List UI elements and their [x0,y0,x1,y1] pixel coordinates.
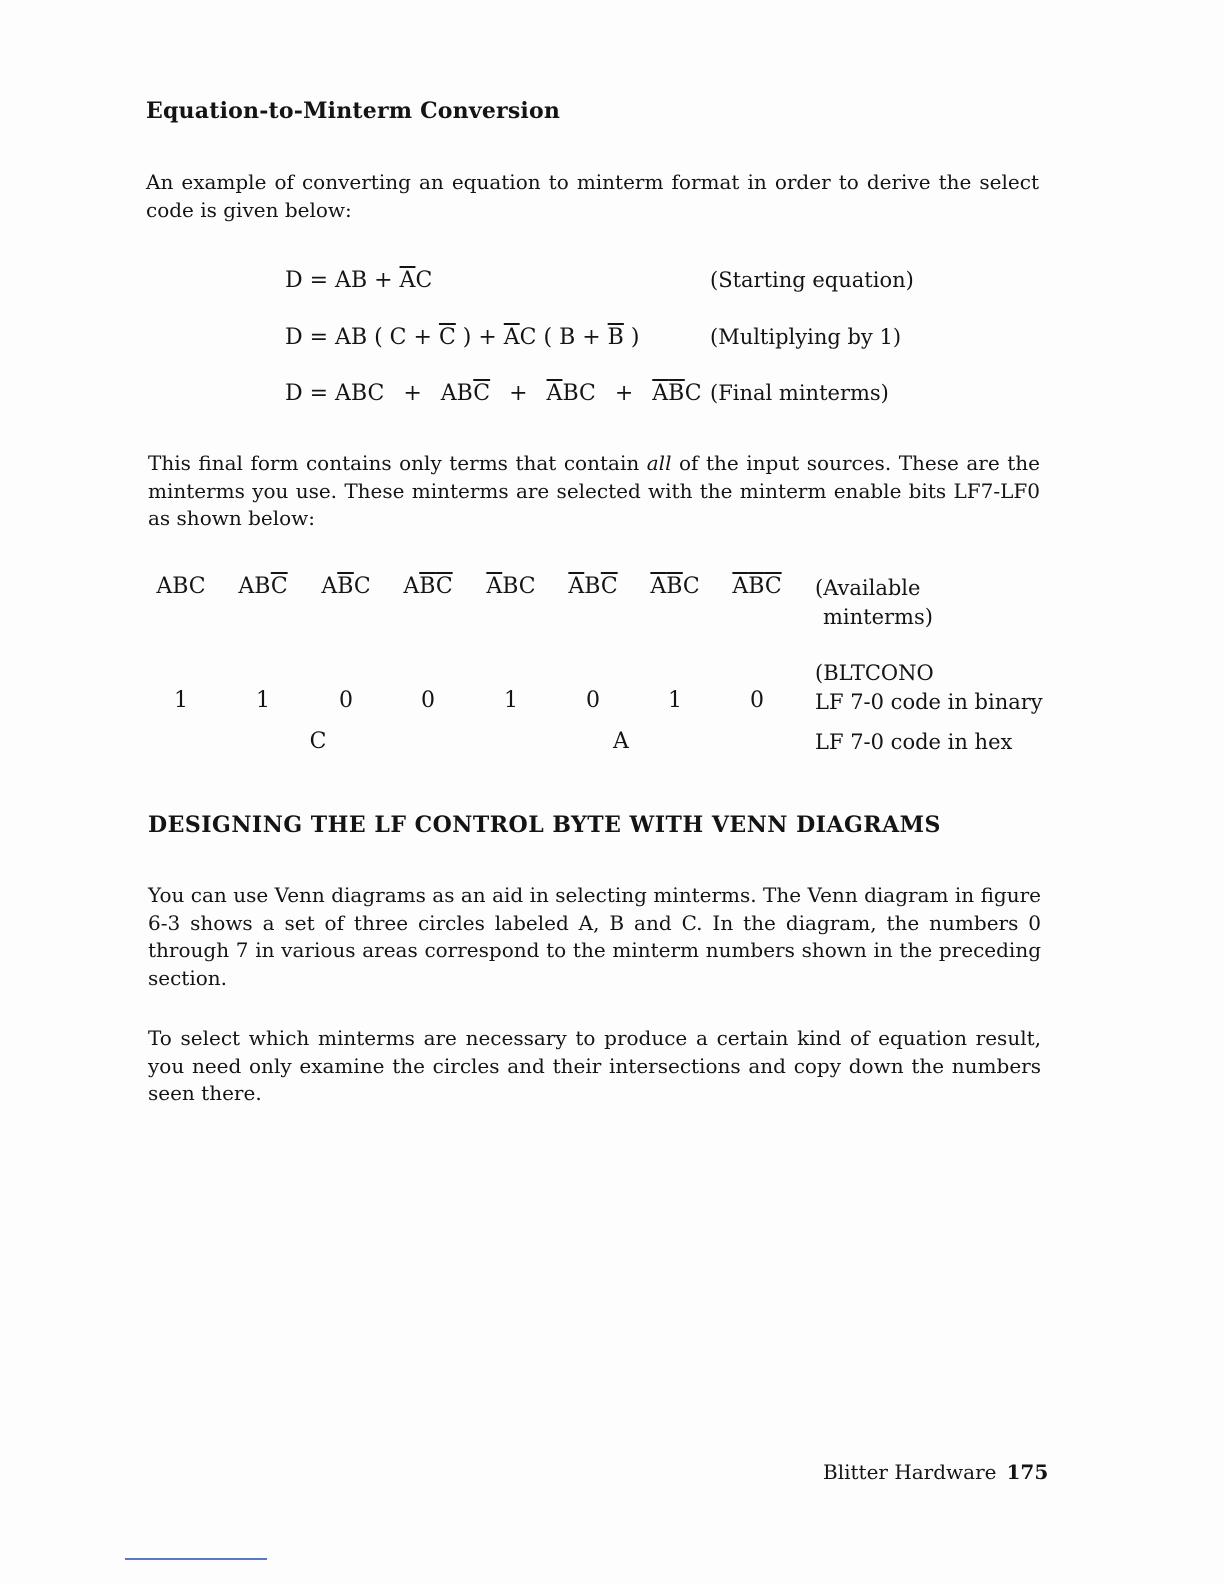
final-form-text-after: of the input sources. These are the minterms you use. These minterms are selected with the minterm enable bits LF7-LF0 as shown below: [148,451,1040,530]
equation-final: D = ABC + $AB\overline{C} + \overline{A}BC + \overline{A}\overline{B}C$ [285,381,702,406]
binary-bit: 1 [174,688,188,713]
binary-bit: 1 [668,688,682,713]
minterm-header: ABC [156,574,206,599]
available-minterms-label-2: minterms) [823,605,933,629]
hex-digit: C [309,729,327,754]
binary-bit: 1 [504,688,518,713]
final-form-paragraph [148,450,1040,533]
venn-paragraph-1: You can use Venn diagrams as an aid in selecting minterms. The Venn diagram in figure 6-3 shows a set of three circles labeled A, B and C. In the diagram, the numbers 0 through 7 in various areas correspond to the minterm numbers shown in the preceding section. [148,883,1041,990]
page-number: 175 [1006,1460,1049,1484]
hex-row-label: LF 7-0 code in hex [815,730,1013,754]
bltcon-label: (BLTCONO [815,661,934,685]
binary-bit: 0 [339,688,353,713]
minterm-header: $\overline{A}B\overline{C}$ [568,574,618,599]
minterm-header: $A\overline{B}C$ [321,574,371,599]
equation-label-multiplying: (Multiplying by 1) [710,325,902,349]
final-form-text-before: This final form contains only terms that contain [148,451,647,475]
final-form-emphasis: all [646,451,672,475]
page-footer [823,1460,1048,1484]
minterm-header: $\overline{A}\overline{B}\overline{C}$ [732,574,782,599]
binary-bit: 0 [586,688,600,713]
available-minterms-label-1: (Available [815,576,921,600]
minterm-header: $A\overline{B}\overline{C}$ [403,574,453,599]
minterm-header: $\overline{A}\overline{B}C$ [650,574,700,599]
hex-digit: A [613,729,629,754]
minterm-header: $\overline{A}BC$ [486,574,536,599]
equation-starting: D = AB + $\overline{A}C$ [285,268,433,293]
equation-multiplying: D = AB ( $C + \overline{C}$ ) + $\overline{A}C$ ( $B + \overline{B}$ ) [285,325,640,350]
section-title: Equation-to-Minterm Conversion [146,98,561,124]
binary-row-label: LF 7-0 code in binary [815,690,1043,714]
venn-heading: DESIGNING THE LF CONTROL BYTE WITH VENN DIAGRAMS [148,812,941,838]
intro-paragraph: An example of converting an equation to minterm format in order to derive the select code is given below: [146,170,1039,222]
binary-bit: 0 [750,688,764,713]
equation-label-final: (Final minterms) [710,381,889,405]
footer-chapter: Blitter Hardware [823,1460,997,1484]
binary-bit: 1 [256,688,270,713]
binary-bit: 0 [421,688,435,713]
minterm-header: $AB\overline{C}$ [238,574,288,599]
bottom-rule [125,1558,267,1560]
equation-label-starting: (Starting equation) [710,268,914,292]
venn-paragraph-2: To select which minterms are necessary to produce a certain kind of equation result, you need only examine the circles and their intersections and copy down the numbers seen there. [148,1026,1041,1105]
